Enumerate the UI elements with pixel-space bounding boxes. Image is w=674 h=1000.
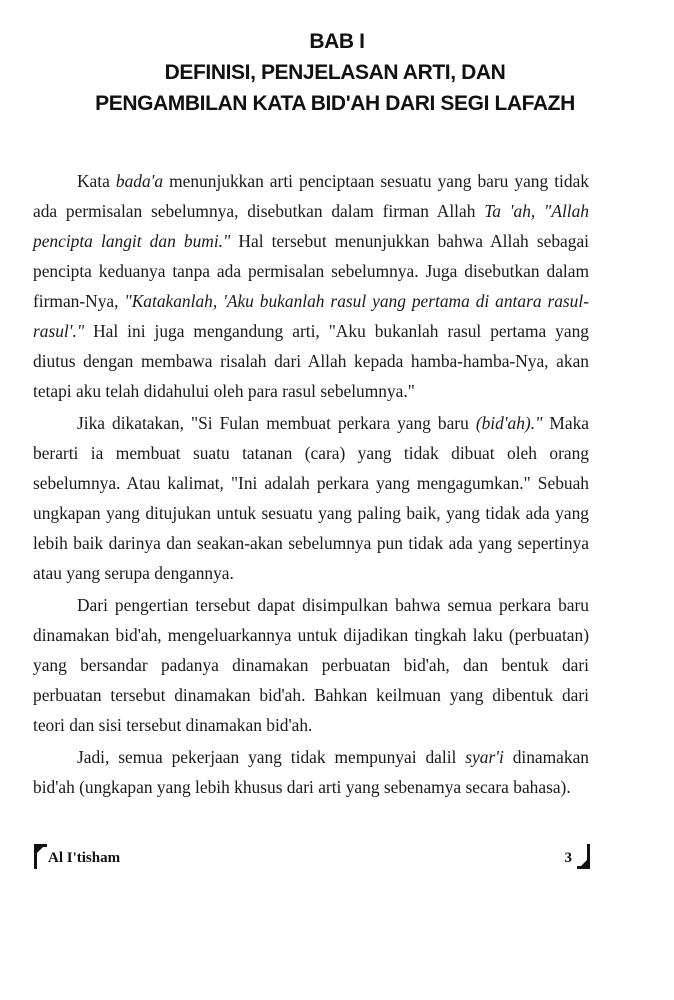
paragraph-4-italic-a: syar'i xyxy=(465,747,504,767)
page-footer xyxy=(34,842,590,872)
paragraph-1-text-b: menunjukkan arti penciptaan sesuatu yang baru yang tidak ada permisalan sebelumnya, disebutkan dalam firman Allah xyxy=(33,171,589,221)
paragraph-3 xyxy=(33,590,589,740)
paragraph-3-text: Dari pengertian tersebut dapat disimpulkan bahwa semua perkara baru dinamakan bid'ah, mengeluarkannya untuk dijadikan tingkah laku (perbuatan) yang bersandar padanya dinamakan perbuatan bid'ah, dan bentuk dari perbuatan tersebut dinamakan bid'ah. Bahkan keilmuan yang dibentuk dari teori dan sisi tersebut dinamakan bid'ah. xyxy=(33,595,589,735)
chapter-number: BAB I xyxy=(309,30,365,53)
paragraph-1-italic-a: bada'a xyxy=(115,171,164,191)
paragraph-4-text-b: dinamakan bid'ah (ungkapan yang lebih khusus dari arti yang sebenamya secara bahasa). xyxy=(33,747,589,797)
paragraph-4 xyxy=(33,742,589,802)
paragraph-1-text-a: Kata xyxy=(77,171,116,191)
paragraph-2-italic-a: (bid'ah)." xyxy=(475,413,543,433)
paragraph-4-text-a: Jadi, semua pekerjaan yang tidak mempunyai dalil xyxy=(77,747,466,767)
chapter-title-line-1: DEFINISI, PENJELASAN ARTI, DAN xyxy=(164,61,506,84)
paragraph-1-text-d: Hal ini juga mengandung arti, "Aku bukanlah rasul pertama yang diutus dengan membawa risalah dari Allah kepada hamba-hamba-Nya, akan tetapi aku telah didahului oleh para rasul sebelumnya." xyxy=(33,321,589,401)
paragraph-1-text-c: Hal tersebut menunjukkan bahwa Allah sebagai pencipta keduanya tanpa ada permisalan sebelumnya. Juga disebutkan dalam firman-Nya, xyxy=(33,231,589,311)
paragraph-2-text-b: Maka berarti ia membuat suatu tatanan (cara) yang tidak dibuat oleh orang sebelumnya. Atau kalimat, "Ini adalah perkara yang mengagumkan." Sebuah ungkapan yang ditujukan untuk sesuatu yang paling baik, yang tidak ada yang lebih baik darinya dan seakan-akan sebelumnya pun tidak ada yang sepertinya atau yang serupa dengannya. xyxy=(33,413,589,583)
paragraph-1 xyxy=(33,166,589,406)
paragraph-2 xyxy=(33,408,589,588)
chapter-title-line-2: PENGAMBILAN KATA BID'AH DARI SEGI LAFAZH xyxy=(95,92,575,115)
left-corner-ornament-icon xyxy=(34,844,47,869)
paragraph-2-text-a: Jika dikatakan, "Si Fulan membuat perkara yang baru xyxy=(77,413,476,433)
body-text xyxy=(33,166,589,804)
page-number: 3 xyxy=(564,850,572,866)
paragraph-1-italic-b: Ta 'ah, "Allah pencipta langit dan bumi." xyxy=(33,201,589,251)
footer-book-title: Al I'tisham xyxy=(48,850,121,866)
paragraph-1-italic-c: "Katakanlah, 'Aku bukanlah rasul yang pertama di antara rasul-rasul'." xyxy=(33,291,589,341)
right-corner-ornament-icon xyxy=(577,844,590,869)
